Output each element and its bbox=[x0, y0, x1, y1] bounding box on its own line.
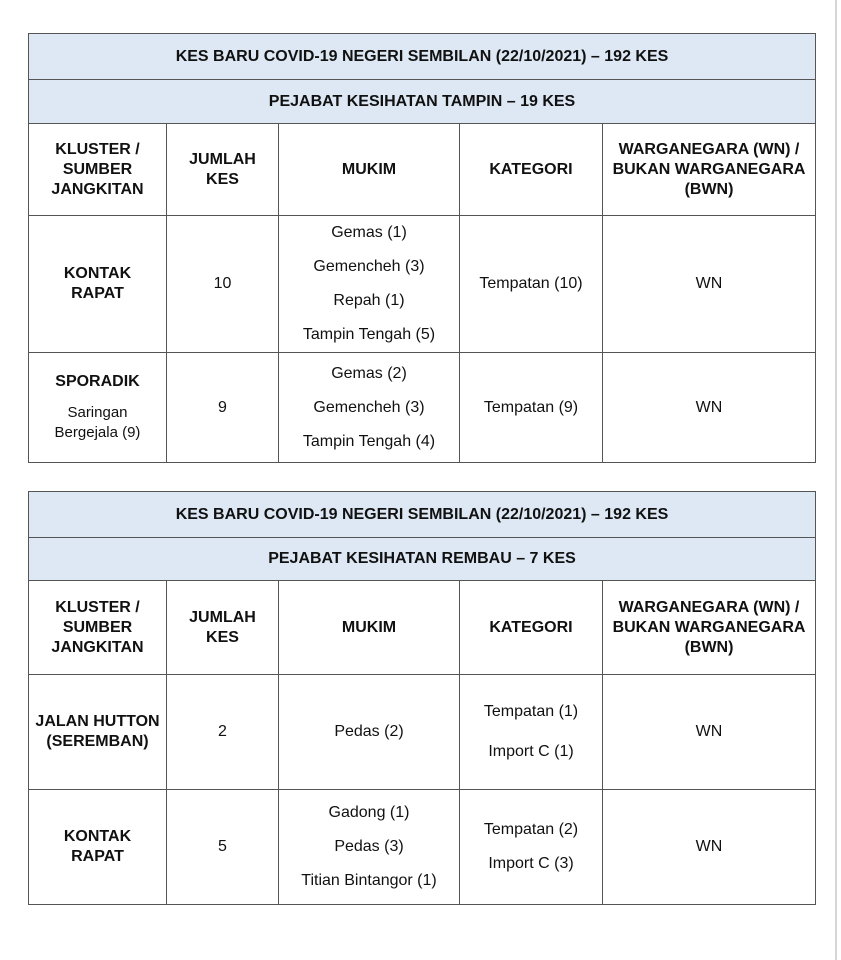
header-count: JUMLAH KES bbox=[167, 581, 279, 675]
kategori-item: Tempatan (9) bbox=[483, 398, 579, 416]
page-edge bbox=[835, 0, 837, 960]
table-title: KES BARU COVID-19 NEGERI SEMBILAN (22/10/2021) – 192 KES bbox=[29, 492, 816, 538]
header-kategori: KATEGORI bbox=[460, 124, 603, 216]
mukim-item: Gemencheh (3) bbox=[313, 398, 425, 416]
mukim-item: Pedas (2) bbox=[334, 723, 404, 740]
header-mukim: MUKIM bbox=[279, 581, 460, 675]
kategori-list bbox=[460, 216, 603, 353]
mukim-list bbox=[279, 790, 460, 905]
wn-status: WN bbox=[603, 353, 816, 463]
kategori-list bbox=[460, 353, 603, 463]
kategori-item: Tempatan (10) bbox=[479, 275, 583, 292]
kategori-item: Import C (3) bbox=[488, 855, 574, 872]
mukim-item: Pedas (3) bbox=[334, 838, 404, 855]
cluster-name: JALAN HUTTON (SEREMBAN) bbox=[29, 675, 167, 790]
tampin-cases-table bbox=[28, 33, 816, 463]
header-count: JUMLAH KES bbox=[167, 124, 279, 216]
mukim-item: Repah (1) bbox=[333, 292, 405, 309]
header-kategori: KATEGORI bbox=[460, 581, 603, 675]
table-row bbox=[29, 216, 816, 353]
table-row bbox=[29, 675, 816, 790]
mukim-list bbox=[279, 675, 460, 790]
kategori-item: Tempatan (2) bbox=[483, 821, 579, 838]
table-subtitle: PEJABAT KESIHATAN TAMPIN – 19 KES bbox=[29, 80, 816, 124]
cluster-note: Saringan Bergejala (9) bbox=[54, 403, 141, 441]
header-cluster: KLUSTER / SUMBER JANGKITAN bbox=[29, 581, 167, 675]
header-mukim: MUKIM bbox=[279, 124, 460, 216]
rembau-cases-table bbox=[28, 491, 816, 905]
wn-status: WN bbox=[603, 675, 816, 790]
table-row bbox=[29, 353, 816, 463]
kategori-list bbox=[460, 675, 603, 790]
mukim-item: Titian Bintangor (1) bbox=[301, 872, 437, 889]
kategori-item: Tempatan (1) bbox=[483, 703, 579, 720]
case-count: 9 bbox=[167, 353, 279, 463]
table-subtitle: PEJABAT KESIHATAN REMBAU – 7 KES bbox=[29, 538, 816, 581]
table-row bbox=[29, 790, 816, 905]
case-count: 10 bbox=[167, 216, 279, 353]
cluster-name: KONTAK RAPAT bbox=[29, 216, 167, 353]
header-wn: WARGANEGARA (WN) / BUKAN WARGANEGARA (BWN) bbox=[603, 581, 816, 675]
cluster-cell bbox=[29, 353, 167, 463]
kategori-item: Import C (1) bbox=[488, 743, 574, 760]
case-count: 5 bbox=[167, 790, 279, 905]
table-title: KES BARU COVID-19 NEGERI SEMBILAN (22/10/2021) – 192 KES bbox=[29, 34, 816, 80]
mukim-list bbox=[279, 353, 460, 463]
mukim-item: Gadong (1) bbox=[328, 804, 410, 821]
kategori-list bbox=[460, 790, 603, 905]
mukim-item: Tampin Tengah (5) bbox=[302, 326, 436, 343]
wn-status: WN bbox=[603, 216, 816, 353]
cluster-name: KONTAK RAPAT bbox=[29, 790, 167, 905]
mukim-list bbox=[279, 216, 460, 353]
header-cluster: KLUSTER / SUMBER JANGKITAN bbox=[29, 124, 167, 216]
case-count: 2 bbox=[167, 675, 279, 790]
header-wn: WARGANEGARA (WN) / BUKAN WARGANEGARA (BWN) bbox=[603, 124, 816, 216]
wn-status: WN bbox=[603, 790, 816, 905]
mukim-item: Gemencheh (3) bbox=[313, 258, 425, 275]
mukim-item: Gemas (2) bbox=[331, 364, 407, 382]
cluster-name: SPORADIK bbox=[55, 372, 140, 390]
mukim-item: Tampin Tengah (4) bbox=[302, 432, 436, 450]
mukim-item: Gemas (1) bbox=[331, 224, 407, 241]
